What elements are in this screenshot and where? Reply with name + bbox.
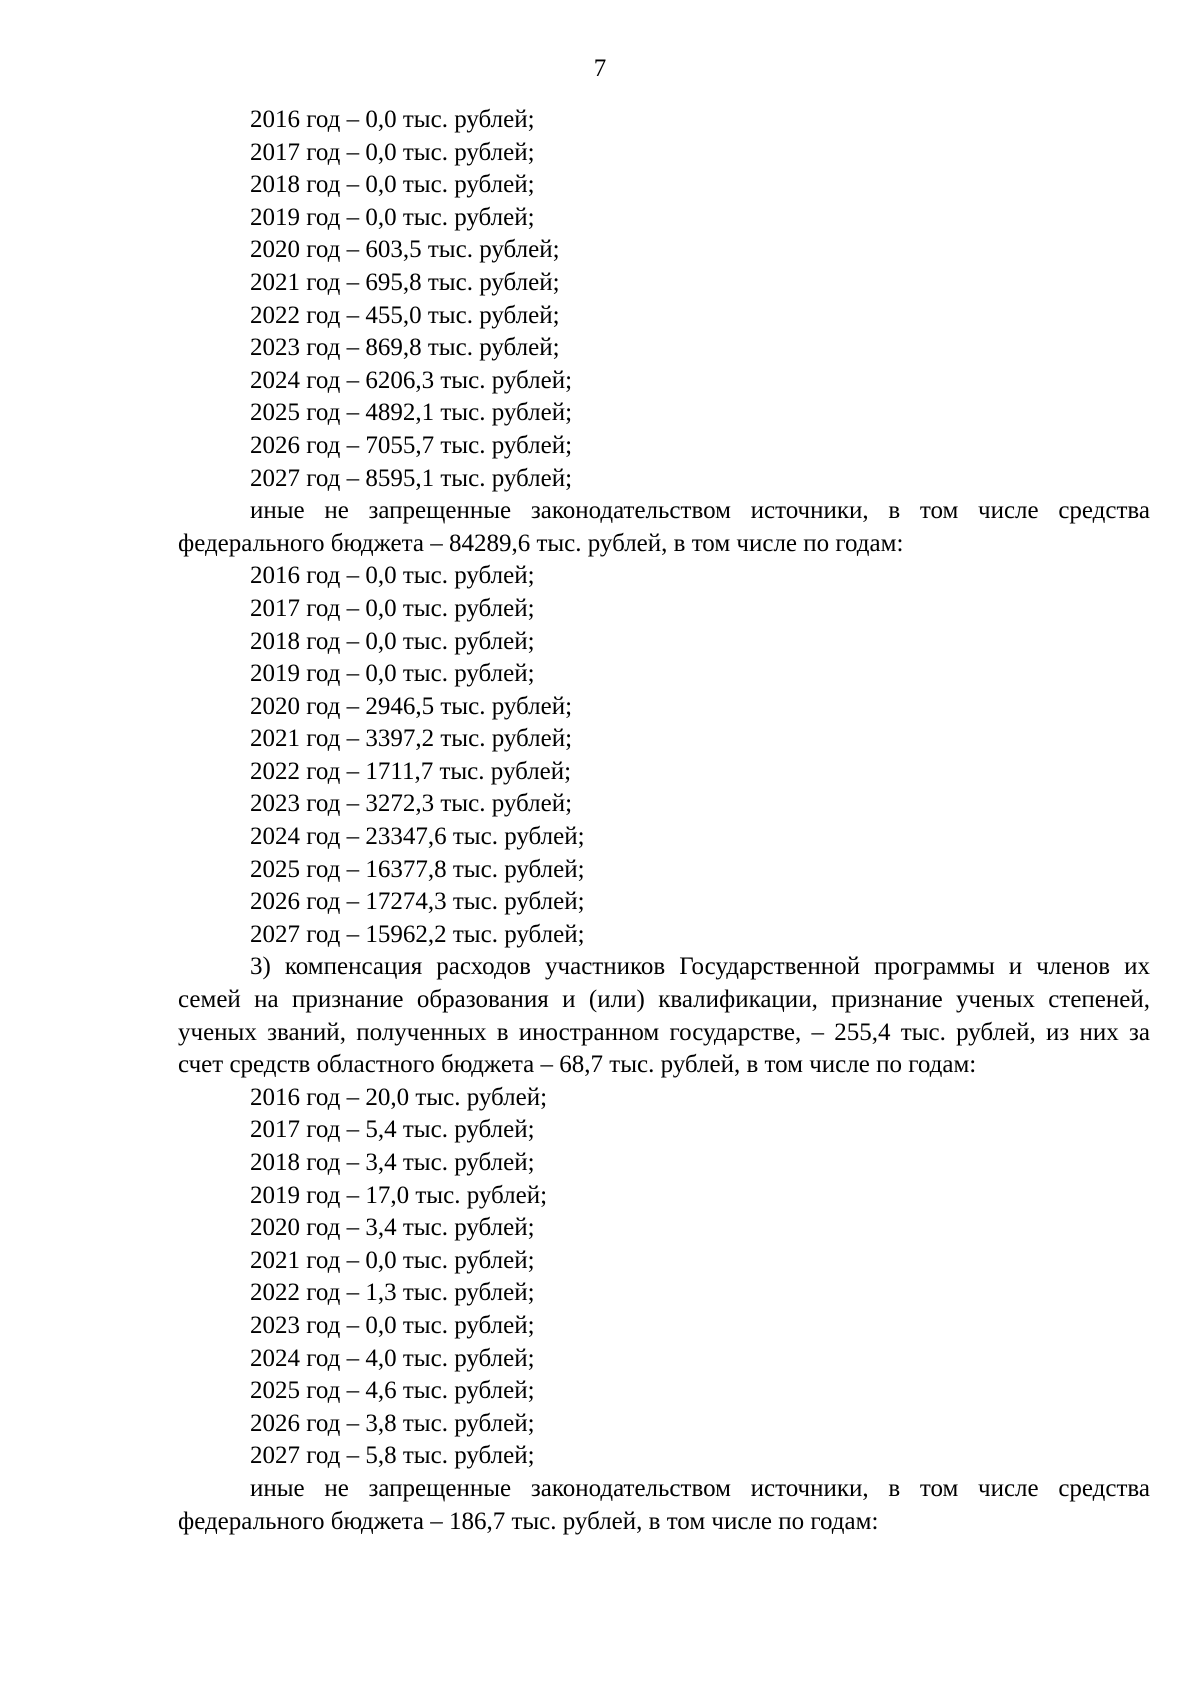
year-line: 2027 год – 5,8 тыс. рублей; bbox=[250, 1442, 535, 1470]
year-line: 2027 год – 15962,2 тыс. рублей; bbox=[250, 920, 585, 948]
year-line: 2026 год – 7055,7 тыс. рублей; bbox=[250, 431, 573, 459]
year-line: 2026 год – 17274,3 тыс. рублей; bbox=[250, 888, 585, 916]
year-line: 2016 год – 0,0 тыс. рублей; bbox=[250, 106, 535, 133]
year-line: 2022 год – 455,0 тыс. рублей; bbox=[250, 301, 560, 329]
year-line: 2020 год – 2946,5 тыс. рублей; bbox=[250, 692, 573, 720]
year-line: 2019 год – 0,0 тыс. рублей; bbox=[250, 203, 535, 231]
year-line: 2019 год – 17,0 тыс. рублей; bbox=[250, 1181, 548, 1209]
year-line: 2017 год – 0,0 тыс. рублей; bbox=[250, 138, 535, 166]
year-line: 2024 год – 23347,6 тыс. рублей; bbox=[250, 823, 585, 851]
year-line: 2027 год – 8595,1 тыс. рублей; bbox=[250, 464, 573, 492]
year-line: 2018 год – 0,0 тыс. рублей; bbox=[250, 171, 535, 199]
page-number: 7 bbox=[593, 55, 607, 82]
year-line: 2016 год – 20,0 тыс. рублей; bbox=[250, 1083, 548, 1111]
year-line: 2024 год – 4,0 тыс. рублей; bbox=[250, 1344, 535, 1372]
year-line: 2025 год – 4892,1 тыс. рублей; bbox=[250, 399, 573, 427]
year-line: 2021 год – 3397,2 тыс. рублей; bbox=[250, 725, 573, 753]
year-line: 2025 год – 4,6 тыс. рублей; bbox=[250, 1377, 535, 1405]
paragraph-compensation: 3) компенсация расходов участников Государственной программы и членов их семей на признание образования и (или) квалификации, признание ученых степеней, ученых званий, полученных в иностранном государстве, – 255,4 тыс. рублей, из них за счет средств областного бюджета – 68,7 тыс. рублей, в том числе по годам: bbox=[178, 953, 1150, 1079]
paragraph-other-sources-2: иные не запрещенные законодательством источники, в том числе средства федерального бюджета – 186,7 тыс. рублей, в том числе по годам: bbox=[178, 1474, 1150, 1535]
year-line: 2019 год – 0,0 тыс. рублей; bbox=[250, 660, 535, 688]
year-list-3 bbox=[178, 1082, 1150, 1473]
year-line: 2024 год – 6206,3 тыс. рублей; bbox=[250, 366, 573, 394]
paragraph-other-sources-1: иные не запрещенные законодательством источники, в том числе средства федерального бюджета – 84289,6 тыс. рублей, в том числе по годам: bbox=[178, 497, 1150, 557]
year-line: 2016 год – 0,0 тыс. рублей; bbox=[250, 562, 535, 590]
year-line: 2026 год – 3,8 тыс. рублей; bbox=[250, 1409, 535, 1437]
year-list-2 bbox=[178, 560, 1150, 951]
year-line: 2023 год – 3272,3 тыс. рублей; bbox=[250, 790, 573, 818]
year-line: 2017 год – 0,0 тыс. рублей; bbox=[250, 594, 535, 622]
year-line: 2025 год – 16377,8 тыс. рублей; bbox=[250, 855, 585, 883]
year-line: 2017 год – 5,4 тыс. рублей; bbox=[250, 1116, 535, 1144]
document-body bbox=[178, 104, 1150, 1538]
year-line: 2022 год – 1711,7 тыс. рублей; bbox=[250, 757, 572, 785]
year-line: 2018 год – 0,0 тыс. рублей; bbox=[250, 627, 535, 655]
year-line: 2018 год – 3,4 тыс. рублей; bbox=[250, 1149, 535, 1176]
year-list-1 bbox=[178, 104, 1150, 495]
year-line: 2022 год – 1,3 тыс. рублей; bbox=[250, 1279, 535, 1307]
year-line: 2020 год – 3,4 тыс. рублей; bbox=[250, 1214, 535, 1242]
year-line: 2021 год – 695,8 тыс. рублей; bbox=[250, 268, 560, 296]
year-line: 2023 год – 869,8 тыс. рублей; bbox=[250, 334, 560, 362]
year-line: 2023 год – 0,0 тыс. рублей; bbox=[250, 1311, 535, 1339]
year-line: 2021 год – 0,0 тыс. рублей; bbox=[250, 1246, 535, 1274]
year-line: 2020 год – 603,5 тыс. рублей; bbox=[250, 236, 560, 264]
